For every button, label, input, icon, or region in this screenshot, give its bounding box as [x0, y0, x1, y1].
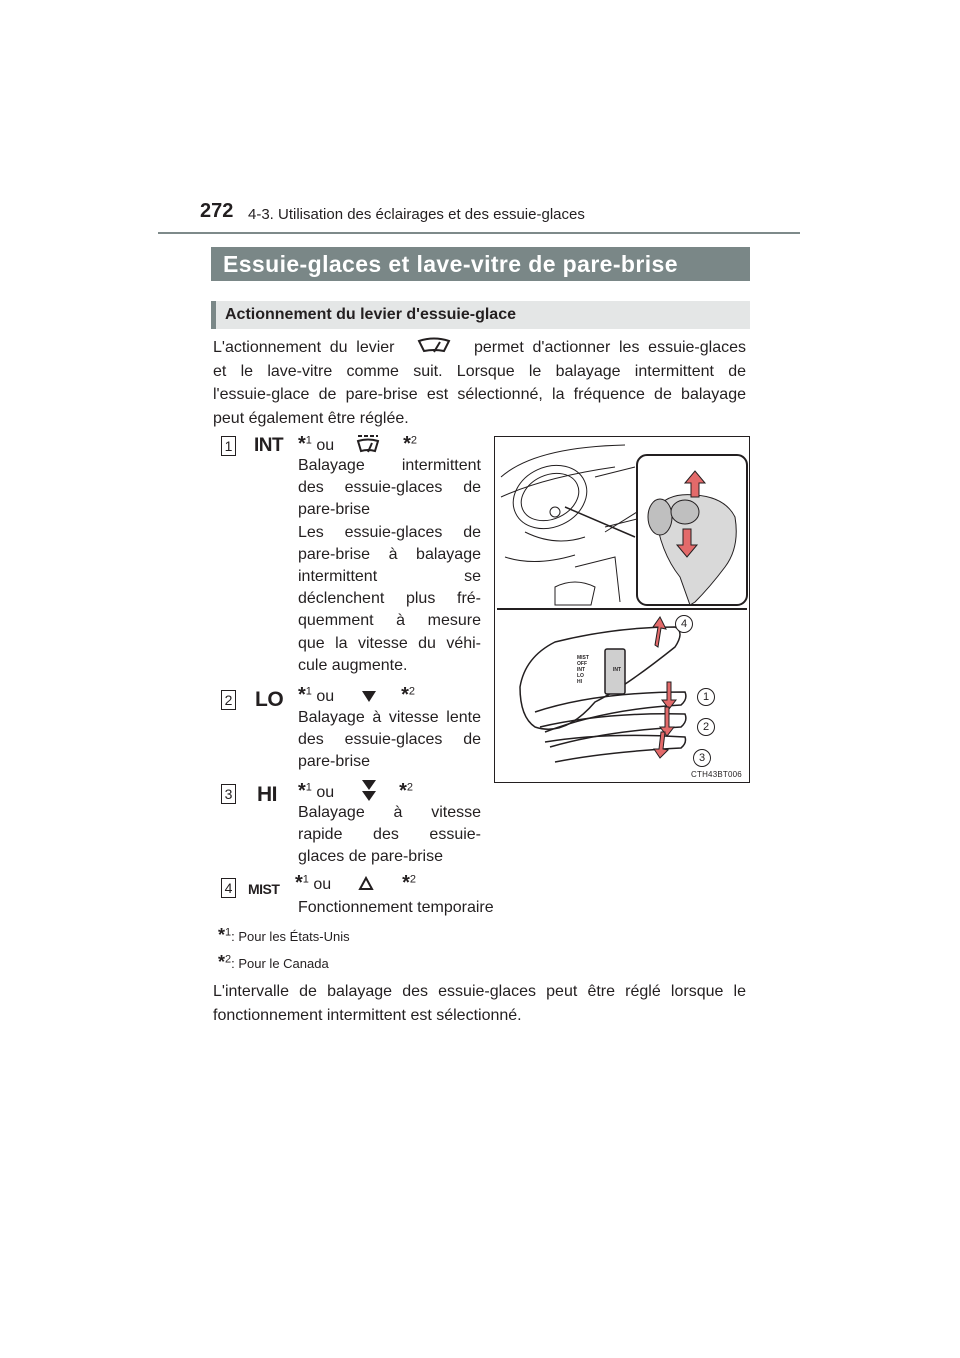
wiper-intermittent-icon: [353, 433, 383, 453]
dashboard-drawing: [501, 445, 645, 605]
callout-4: 4: [675, 615, 693, 633]
footnote-star-2: *: [399, 780, 407, 802]
chapter-banner: Essuie-glaces et lave-vitre de pare-brise: [211, 247, 750, 281]
wiper-lever-illustration: [494, 436, 750, 783]
wiper-low-icon: [359, 688, 379, 704]
sup-1: 1: [302, 873, 309, 886]
lever-label-int: INT: [577, 667, 586, 673]
lever-label-hi: HI: [577, 679, 582, 685]
item1-line: pare-brise: [298, 501, 371, 519]
item-number-1: 1: [221, 436, 236, 456]
footnote-text: : Pour les États-Unis: [231, 929, 350, 944]
ou-text: ou: [316, 437, 335, 454]
item1-symbol-line: [298, 433, 417, 456]
item2-line: pare-brise: [298, 753, 371, 771]
wiper-mist-icon: [358, 876, 374, 892]
item4-line: Fonctionnement temporaire: [298, 899, 494, 916]
lever-label-lo: LO: [577, 673, 584, 679]
footnote-star-2: *: [402, 872, 410, 894]
sup-1: 1: [305, 685, 312, 698]
closing-line1: L'intervalle de balayage des essuie-glaces peut être réglé lorsque le: [213, 983, 746, 1000]
item-number-4: 4: [221, 878, 236, 898]
footnote-star: *: [298, 780, 306, 802]
item1-line: déclenchent plus fré-: [298, 590, 481, 608]
closing-line2: fonctionnement intermittent est sélectionné.: [213, 1006, 522, 1024]
mode-mist-label: MIST: [248, 881, 280, 897]
item3-line: rapide des essuie-: [298, 826, 481, 844]
ou-text: ou: [313, 876, 332, 893]
sup-2: 2: [406, 781, 413, 794]
footnote-sup: 1: [225, 926, 232, 939]
figure-code: CTH43BT006: [691, 770, 742, 779]
section-title: 4-3. Utilisation des éclairages et des essuie-glaces: [248, 206, 585, 223]
item-number-2: 2: [221, 690, 236, 710]
item3-symbol-line: [298, 778, 413, 803]
subsection-banner: Actionnement du levier d'essuie-glace: [211, 301, 750, 329]
mode-int-label: INT: [254, 435, 284, 456]
lever-label-int-ring: INT: [613, 667, 622, 673]
wiper-lever-icon: [409, 336, 459, 354]
sup-2: 2: [410, 434, 417, 447]
sup-1: 1: [305, 434, 312, 447]
item1-line: cule augmente.: [298, 656, 408, 674]
sup-2: 2: [409, 873, 416, 886]
item3-description: [298, 802, 481, 869]
item2-symbol-line: [298, 684, 415, 707]
callout-2: 2: [697, 718, 715, 736]
footnote-sup: 2: [225, 953, 232, 966]
page-number: 272: [200, 200, 234, 222]
item1-line: quemment à mesure: [298, 612, 481, 630]
footnote-star: *: [298, 684, 306, 706]
footnote-mark: *: [218, 925, 226, 945]
item1-line: des essuie-glaces de: [298, 479, 481, 497]
sup-1: 1: [305, 781, 312, 794]
header-rule: [158, 232, 800, 234]
item3-line: glaces de pare-brise: [298, 848, 443, 866]
footnote-star: *: [298, 433, 306, 455]
intro-paragraph: [213, 336, 746, 430]
item4-description: [298, 897, 518, 919]
callout-1: 1: [697, 688, 715, 706]
wiper-high-icon: [359, 778, 379, 802]
footnote-1: [218, 925, 350, 946]
item1-line: pare-brise à balayage: [298, 545, 481, 563]
ou-text: ou: [316, 784, 335, 801]
item3-line: Balayage à vitesse: [298, 804, 481, 821]
intro-line1-after: permet d'actionner les essuie-glaces: [473, 339, 746, 356]
closing-paragraph: [213, 980, 746, 1027]
lever-label-mist: MIST: [577, 655, 589, 661]
footnote-mark: *: [218, 952, 226, 972]
mode-lo-label: LO: [255, 688, 284, 711]
intro-line1-before: L'actionnement du levier: [213, 339, 395, 356]
callout-3: 3: [693, 749, 711, 767]
item4-symbol-line: [295, 872, 416, 895]
item-number-3: 3: [221, 784, 236, 804]
item2-line: Balayage à vitesse lente: [298, 709, 481, 726]
lever-label-off: OFF: [577, 661, 587, 667]
item1-line: intermittent se: [298, 568, 481, 586]
leader-line: [605, 512, 637, 532]
item1-line: Les essuie-glaces de: [298, 523, 481, 541]
item1-line: que la vitesse du véhi-: [298, 634, 481, 652]
footnote-text: : Pour le Canada: [231, 956, 329, 971]
footnote-star: *: [295, 872, 303, 894]
footnote-star-2: *: [401, 684, 409, 706]
item2-description: [298, 707, 481, 774]
sup-2: 2: [408, 685, 415, 698]
intro-line2: et le lave-vitre comme suit. Lorsque le balayage intermittent de: [213, 362, 746, 380]
intro-line3: l'essuie-glace de pare-brise est sélectionné, la fréquence de balayage: [213, 386, 746, 403]
footnote-star-2: *: [403, 433, 411, 455]
footnote-2: [218, 952, 329, 973]
ou-text: ou: [316, 688, 335, 705]
mode-hi-label: HI: [257, 783, 277, 806]
item1-line: Balayage intermittent: [298, 457, 481, 474]
item1-description: [298, 455, 481, 677]
intro-line4: peut également être réglée.: [213, 409, 409, 427]
item2-line: des essuie-glaces de: [298, 731, 481, 749]
